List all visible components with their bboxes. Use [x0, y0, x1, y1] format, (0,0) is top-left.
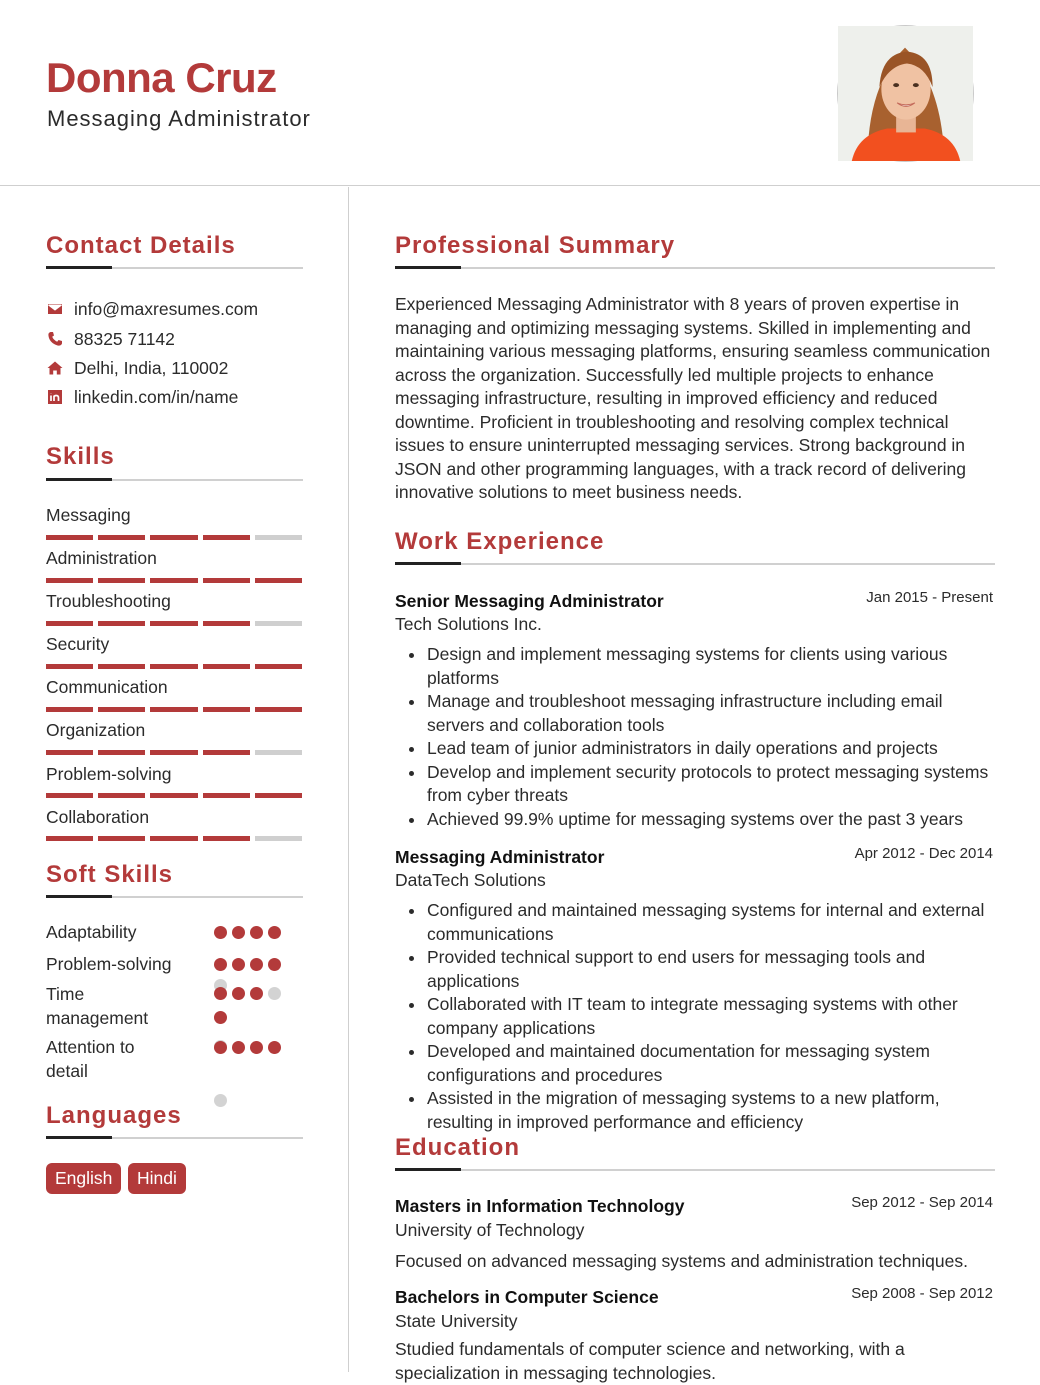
list-item: Lead team of junior administrators in daily operations and projects	[395, 737, 995, 761]
skill-bar-segment	[255, 793, 302, 798]
skill-bar-segment	[255, 707, 302, 712]
skill-bar-segment	[203, 621, 250, 626]
email-icon	[46, 301, 63, 318]
list-item: Design and implement messaging systems for clients using various platforms	[395, 643, 995, 690]
soft-skill-label: Time management	[46, 984, 149, 1028]
skill-bar-segment	[46, 750, 93, 755]
contact-email-text: info@maxresumes.com	[74, 298, 259, 319]
skill-label: Troubleshooting	[46, 591, 171, 611]
rating-dot	[232, 958, 245, 971]
summary-heading-rule	[395, 267, 995, 269]
home-icon	[46, 360, 63, 377]
language-tag-english: English	[46, 1163, 121, 1194]
skill-bar-segment	[203, 836, 250, 841]
skill-label: Problem-solving	[46, 764, 172, 784]
soft-skill-label: Adaptability	[46, 922, 137, 942]
list-item: Develop and implement security protocols to protect messaging systems from cyber threats	[395, 761, 995, 808]
rating-dot	[268, 958, 281, 971]
skill-bar-segment	[203, 664, 250, 669]
job-company: Tech Solutions Inc.	[395, 614, 542, 634]
skill-level-bar	[46, 535, 302, 540]
skill-bar-segment	[98, 793, 145, 798]
skill-bar-segment	[203, 578, 250, 583]
education-heading: Education	[395, 1134, 521, 1161]
skill-bar-segment	[46, 793, 93, 798]
skill-bar-segment	[255, 750, 302, 755]
rating-dot	[214, 987, 227, 1000]
skill-bar-segment	[98, 750, 145, 755]
skill-label: Organization	[46, 720, 146, 740]
contact-linkedin-text: linkedin.com/in/name	[74, 386, 239, 407]
skill-bar-segment	[98, 535, 145, 540]
rating-dot	[268, 1041, 281, 1054]
skill-bar-segment	[98, 664, 145, 669]
rating-dot	[214, 926, 227, 939]
skill-label: Administration	[46, 548, 157, 568]
list-item: Achieved 99.9% uptime for messaging systems over the past 3 years	[395, 808, 995, 832]
skill-label: Security	[46, 634, 110, 654]
degree-description: Focused on advanced messaging systems and administration techniques.	[395, 1251, 968, 1271]
skill-level-bar	[46, 664, 302, 669]
profile-photo	[837, 25, 974, 162]
job-company: DataTech Solutions	[395, 870, 546, 890]
skill-bar-segment	[98, 836, 145, 841]
soft-skill-label: Attention to detail	[46, 1037, 135, 1081]
rating-dot	[214, 958, 227, 971]
job-role: Senior Messaging Administrator	[395, 591, 664, 611]
skill-level-bar	[46, 621, 302, 626]
skill-bar-segment	[46, 578, 93, 583]
skill-level-bar	[46, 578, 302, 583]
contact-heading: Contact Details	[46, 232, 236, 259]
skill-bar-segment	[255, 578, 302, 583]
list-item: Manage and troubleshoot messaging infrastructure including email servers and collaboration tools	[395, 690, 995, 737]
school-name: University of Technology	[395, 1220, 585, 1240]
candidate-title: Messaging Administrator	[47, 106, 311, 131]
rating-dot	[250, 958, 263, 971]
soft-skill-rating	[214, 1041, 294, 1107]
skill-bar-segment	[150, 836, 197, 841]
rating-dot	[214, 1094, 227, 1107]
rating-dot	[250, 926, 263, 939]
skills-heading: Skills	[46, 443, 115, 470]
job-dates: Apr 2012 - Dec 2014	[854, 845, 993, 862]
skill-bar-segment	[150, 750, 197, 755]
skill-bar-segment	[255, 664, 302, 669]
list-item: Provided technical support to end users for messaging tools and applications	[395, 946, 995, 993]
rating-dot	[214, 1041, 227, 1054]
contact-phone[interactable]	[46, 328, 175, 350]
skill-bar-segment	[150, 621, 197, 626]
job-role: Messaging Administrator	[395, 847, 605, 867]
degree-dates: Sep 2008 - Sep 2012	[851, 1285, 993, 1302]
skill-level-bar	[46, 750, 302, 755]
rating-dot	[250, 987, 263, 1000]
skill-bar-segment	[150, 793, 197, 798]
column-divider	[348, 187, 349, 1372]
list-item: Collaborated with IT team to integrate messaging systems with other company applications	[395, 993, 995, 1040]
skills-heading-rule	[46, 479, 303, 481]
soft-skills-heading: Soft Skills	[46, 861, 174, 888]
skill-label: Collaboration	[46, 807, 150, 827]
rating-dot	[232, 1041, 245, 1054]
skill-bar-segment	[203, 750, 250, 755]
soft-skills-heading-rule	[46, 896, 303, 898]
rating-dot	[268, 926, 281, 939]
contact-linkedin[interactable]	[46, 386, 238, 408]
rating-dot	[268, 987, 281, 1000]
skill-bar-segment	[255, 621, 302, 626]
skill-bar-segment	[150, 664, 197, 669]
skill-bar-segment	[203, 793, 250, 798]
languages-heading-rule	[46, 1137, 303, 1139]
degree-dates: Sep 2012 - Sep 2014	[851, 1194, 993, 1211]
skill-bar-segment	[46, 664, 93, 669]
skill-bar-segment	[203, 707, 250, 712]
skill-label: Messaging	[46, 505, 131, 525]
candidate-name: Donna Cruz	[46, 54, 277, 101]
skill-bar-segment	[46, 535, 93, 540]
list-item: Assisted in the migration of messaging systems to a new platform, resulting in improved performance and efficiency	[395, 1087, 995, 1134]
school-name: State University	[395, 1311, 518, 1331]
rating-dot	[232, 987, 245, 1000]
skill-level-bar	[46, 793, 302, 798]
skill-bar-segment	[255, 535, 302, 540]
linkedin-icon	[46, 389, 63, 406]
skill-bar-segment	[203, 535, 250, 540]
contact-heading-rule	[46, 267, 303, 269]
skill-label: Communication	[46, 677, 168, 697]
list-item: Developed and maintained documentation for messaging system configurations and procedures	[395, 1040, 995, 1087]
phone-icon	[46, 331, 63, 348]
language-tag-hindi: Hindi	[128, 1163, 186, 1194]
soft-skill-label: Problem-solving	[46, 954, 172, 974]
skill-bar-segment	[98, 621, 145, 626]
degree-title: Bachelors in Computer Science	[395, 1287, 659, 1307]
skill-bar-segment	[150, 578, 197, 583]
job-bullets	[395, 643, 995, 831]
contact-address	[46, 357, 228, 379]
contact-email[interactable]	[46, 298, 258, 320]
contact-address-text: Delhi, India, 110002	[74, 357, 229, 378]
experience-heading-rule	[395, 563, 995, 565]
job-dates: Jan 2015 - Present	[866, 589, 993, 606]
skill-bar-segment	[150, 707, 197, 712]
skill-bar-segment	[98, 578, 145, 583]
list-item: Configured and maintained messaging systems for internal and external communications	[395, 899, 995, 946]
summary-text: Experienced Messaging Administrator with 8 years of proven expertise in managing and optimizing messaging systems. Skilled in implementing and maintaining various messaging platforms, ensuring seamless communication across the organization. Successfully led multiple projects to enhance messaging infrastructure, resulting in improved efficiency and reduced downtime. Proficient in troubleshooting and resolving complex technical issues to ensure uninterrupted messaging services. Strong background in JSON and other programming languages, with a track record of delivering innovative solutions to meet business needs.	[395, 294, 991, 502]
languages-heading: Languages	[46, 1102, 182, 1129]
contact-phone-text: 88325 71142	[74, 328, 175, 349]
experience-heading: Work Experience	[395, 528, 605, 555]
summary-heading: Professional Summary	[395, 232, 676, 259]
skill-bar-segment	[255, 836, 302, 841]
education-heading-rule	[395, 1169, 995, 1171]
rating-dot	[232, 926, 245, 939]
skill-bar-segment	[46, 707, 93, 712]
job-bullets	[395, 899, 995, 1134]
skill-level-bar	[46, 707, 302, 712]
degree-title: Masters in Information Technology	[395, 1196, 685, 1216]
resume-header	[0, 0, 1040, 186]
rating-dot	[250, 1041, 263, 1054]
degree-description: Studied fundamentals of computer science and networking, with a specialization in messaging technologies.	[395, 1339, 905, 1383]
skill-level-bar	[46, 836, 302, 841]
skill-bar-segment	[46, 836, 93, 841]
skill-bar-segment	[98, 707, 145, 712]
skill-bar-segment	[46, 621, 93, 626]
skill-bar-segment	[150, 535, 197, 540]
